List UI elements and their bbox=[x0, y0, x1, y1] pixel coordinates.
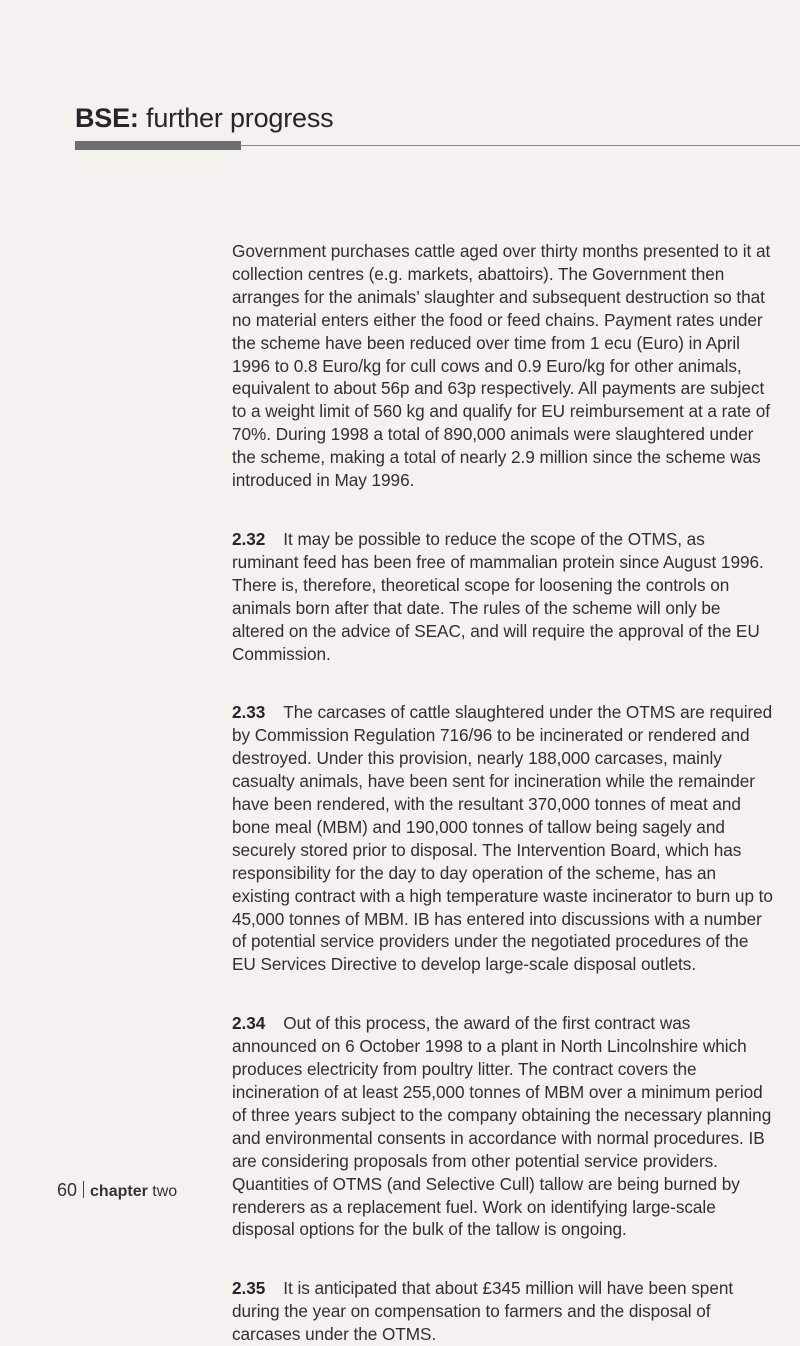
paragraph bbox=[232, 1277, 774, 1346]
page-footer bbox=[57, 1180, 177, 1202]
paragraph bbox=[232, 1012, 774, 1241]
paragraph-text: It is anticipated that about £345 million will have been spent during the year on compensation to farmers and the disposal of carcases under the OTMS. bbox=[232, 1278, 734, 1345]
paragraph-number: 2.32 bbox=[232, 528, 266, 549]
footer-chapter-number: two bbox=[152, 1183, 178, 1200]
header-title-bold: BSE: bbox=[75, 103, 139, 133]
paragraph-number: 2.34 bbox=[232, 1013, 266, 1034]
paragraph bbox=[232, 701, 774, 976]
page-number: 60 bbox=[57, 1180, 78, 1200]
paragraph-text: It may be possible to reduce the scope of the OTMS, as ruminant feed has been free of mammalian protein since August 1996. There is, therefore, theoretical scope for loosening the controls on animals born after that date. The rules of the scheme will only be altered on the advice of SEAC, and will require the approval of the EU Commission. bbox=[232, 528, 764, 664]
footer-divider bbox=[83, 1181, 84, 1198]
header-rule-thin bbox=[241, 145, 800, 146]
paragraph-text: The carcases of cattle slaughtered under the OTMS are required by Commission Regulation 716/96 to be incinerated or rendered and destroyed. Under this provision, nearly 188,000 carcases, mainly casualty animals, have been sent for incineration while the remainder have been rendered, with the resultant 370,000 tonnes of meat and bone meal (MBM) and 190,000 tonnes of tallow being sagely and securely stored prior to disposal. The Intervention Board, which has responsibility for the day to day operation of the scheme, has an existing contract with a high temperature waste incinerator to burn up to 45,000 tonnes of MBM. IB has entered into discussions with a number of potential service providers under the negotiated procedures of the EU Services Directive to develop large-scale disposal outlets. bbox=[232, 702, 773, 975]
paragraph-number: 2.33 bbox=[232, 702, 266, 723]
paragraph bbox=[232, 240, 774, 492]
header-rule-thick bbox=[75, 141, 241, 150]
paragraph-text: Government purchases cattle aged over thirty months presented to it at collection centres (e.g. markets, abattoirs). The Government then arranges for the animals’ slaughter and subsequent destruction so that no material enters either the food or feed chains. Payment rates under the scheme have been reduced over time from 1 ecu (Euro) in April 1996 to 0.8 Euro/kg for cull cows and 0.9 Euro/kg for other animals, equivalent to about 56p and 63p respectively. All payments are subject to a weight limit of 560 kg and qualify for EU reimbursement at a rate of 70%. During 1998 a total of 890,000 animals were slaughtered under the scheme, making a total of nearly 2.9 million since the scheme was introduced in May 1996. bbox=[232, 241, 771, 491]
page-header-title bbox=[75, 100, 333, 136]
body-text bbox=[232, 240, 774, 1346]
footer-chapter-label: chapter bbox=[90, 1183, 148, 1200]
paragraph bbox=[232, 528, 774, 665]
header-title-rest: further progress bbox=[146, 103, 334, 133]
paragraph-number: 2.35 bbox=[232, 1278, 266, 1299]
paragraph-text: Out of this process, the award of the first contract was announced on 6 October 1998 to a plant in North Lincolnshire which produces electricity from poultry litter. The contract covers the incineration of at least 255,000 tonnes of MBM over a minimum period of three years subject to the company obtaining the necessary planning and environmental consents in accordance with normal procedures. IB are considering proposals from other potential service providers. Quantities of OTMS (and Selective Cull) tallow are being burned by renderers as a replacement fuel. Work on identifying large-scale disposal options for the bulk of the tallow is ongoing. bbox=[232, 1013, 772, 1240]
